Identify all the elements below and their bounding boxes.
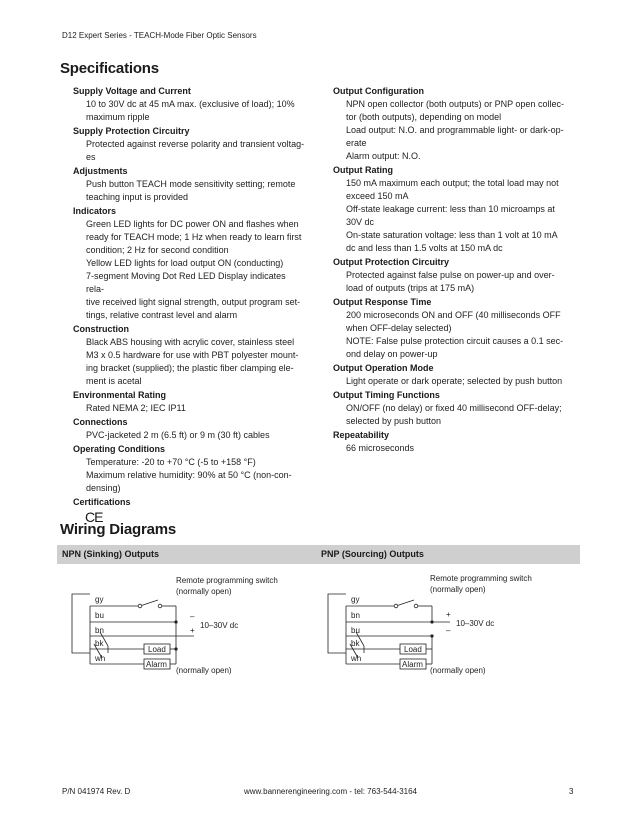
spec-heading: Output Protection Circuitry <box>333 257 450 267</box>
footer-part-number: P/N 041974 Rev. D <box>62 787 131 796</box>
wire-label-bu: bu <box>95 611 104 620</box>
spec-text-line: 150 mA maximum each output; the total load may not <box>346 178 559 188</box>
wire-label-wh: wh <box>351 654 362 663</box>
normally-open-note: (normally open) <box>430 666 486 675</box>
specifications-right-column <box>333 84 565 455</box>
spec-text-line: selected by push button <box>346 416 442 426</box>
spec-heading: Output Configuration <box>333 86 424 96</box>
spec-heading: Output Rating <box>333 165 393 175</box>
spec-text-line: ready for TEACH mode; 1 Hz when ready to learn first <box>86 232 302 242</box>
specifications-title: Specifications <box>60 60 159 77</box>
spec-text-line: when OFF-delay selected) <box>346 323 452 333</box>
footer-page-number: 3 <box>569 787 574 796</box>
spec-text-line: Maximum relative humidity: 90% at 50 °C (non-con- <box>86 470 292 480</box>
spec-text-line: ing bracket (supplied); the plastic fiber clamping ele- <box>86 363 294 373</box>
spec-text-line: Temperature: -20 to +70 °C (-5 to +158 °F) <box>86 457 256 467</box>
spec-text-line: 66 microseconds <box>346 443 415 453</box>
spec-text-line: condition; 2 Hz for second condition <box>86 245 229 255</box>
pnp-outputs-label: PNP (Sourcing) Outputs <box>321 549 424 559</box>
wire-label-gy: gy <box>351 595 360 604</box>
running-header: D12 Expert Series - TEACH-Mode Fiber Optic Sensors <box>62 31 257 40</box>
spec-text-line: 30V dc <box>346 217 375 227</box>
wiring-diagrams-title: Wiring Diagrams <box>60 521 177 538</box>
switch-label-line1: Remote programming switch <box>176 576 278 585</box>
ce-certification-mark: CE <box>85 509 103 525</box>
spec-text-line: 200 microseconds ON and OFF (40 milliseconds OFF <box>346 310 561 320</box>
spec-text-line: ment is acetal <box>86 376 142 386</box>
specifications-left-column <box>73 84 305 526</box>
wire-label-bu: bu <box>351 626 360 635</box>
spec-text-line: Rated NEMA 2; IEC IP11 <box>86 403 186 413</box>
spec-heading: Construction <box>73 324 129 334</box>
wire-label-wh: wh <box>95 654 106 663</box>
spec-heading: Adjustments <box>73 166 128 176</box>
switch-label-line1: Remote programming switch <box>430 574 532 583</box>
load-label: Load <box>148 645 166 654</box>
switch-label-line2: (normally open) <box>430 585 486 594</box>
spec-text-line: Push button TEACH mode sensitivity setting; remote <box>86 179 296 189</box>
spec-text-line: Light operate or dark operate; selected by push button <box>346 376 563 386</box>
spec-text-line: es <box>86 152 96 162</box>
plus-sign: + <box>190 626 195 635</box>
spec-text-line: Off-state leakage current: less than 10 microamps at <box>346 204 555 214</box>
spec-text-line: 7-segment Moving Dot Red LED Display indicates rela- <box>86 271 286 294</box>
spec-heading: Environmental Rating <box>73 390 167 400</box>
minus-sign: – <box>446 626 451 635</box>
plus-sign: + <box>446 610 451 619</box>
wire-label-bn: bn <box>351 611 360 620</box>
wiring-header-bar <box>57 545 580 564</box>
spec-text-line: tings, relative contrast level and alarm <box>86 310 238 320</box>
spec-text-line: maximum ripple <box>86 112 150 122</box>
spec-text-line: ond delay on power-up <box>346 349 438 359</box>
spec-text-line: Yellow LED lights for load output ON (conducting) <box>86 258 284 268</box>
spec-text-line: exceed 150 mA <box>346 191 409 201</box>
spec-text-line: NPN open collector (both outputs) or PNP open collec- <box>346 99 564 109</box>
minus-sign: – <box>190 612 195 621</box>
spec-text-line: teaching input is provided <box>86 192 189 202</box>
spec-text-line: NOTE: False pulse protection circuit causes a 0.1 sec- <box>346 336 564 346</box>
spec-text-line: tive received light signal strength, output program set- <box>86 297 301 307</box>
spec-heading: Connections <box>73 417 128 427</box>
spec-text-line: Protected against false pulse on power-up and over- <box>346 270 555 280</box>
spec-text-line: load of outputs (trips at 175 mA) <box>346 283 475 293</box>
spec-text-line: tor (both outputs), depending on model <box>346 112 502 122</box>
npn-wiring-diagram <box>62 570 302 680</box>
spec-text-line: erate <box>346 138 367 148</box>
spec-heading: Supply Protection Circuitry <box>73 126 190 136</box>
wire-label-bk: bk <box>351 639 360 648</box>
spec-text-line: Black ABS housing with acrylic cover, stainless steel <box>86 337 295 347</box>
pnp-wiring-diagram <box>318 570 558 680</box>
alarm-label: Alarm <box>146 660 167 669</box>
spec-text-line: Load output: N.O. and programmable light- or dark-op- <box>346 125 564 135</box>
spec-heading: Operating Conditions <box>73 444 165 454</box>
spec-heading: Output Timing Functions <box>333 390 440 400</box>
spec-text-line: dc and less than 1.5 volts at 150 mA dc <box>346 243 503 253</box>
spec-text-line: On-state saturation voltage: less than 1 volt at 10 mA <box>346 230 558 240</box>
spec-text-line: Alarm output: N.O. <box>346 151 421 161</box>
footer-website[interactable]: www.bannerengineering.com - tel: 763-544-3164 <box>244 787 417 796</box>
npn-outputs-label: NPN (Sinking) Outputs <box>62 549 159 559</box>
supply-voltage-label: 10–30V dc <box>456 619 495 628</box>
spec-heading: Supply Voltage and Current <box>73 86 191 96</box>
spec-text-line: PVC-jacketed 2 m (6.5 ft) or 9 m (30 ft) cables <box>86 430 270 440</box>
spec-text-line: densing) <box>86 483 121 493</box>
spec-heading: Repeatability <box>333 430 390 440</box>
spec-heading: Output Operation Mode <box>333 363 434 373</box>
spec-heading: Indicators <box>73 206 117 216</box>
wire-label-bk: bk <box>95 639 104 648</box>
spec-text-line: M3 x 0.5 hardware for use with PBT polyester mount- <box>86 350 299 360</box>
supply-voltage-label: 10–30V dc <box>200 621 239 630</box>
wire-label-gy: gy <box>95 595 104 604</box>
wire-label-bn: bn <box>95 626 104 635</box>
spec-heading: Certifications <box>73 497 131 507</box>
load-label: Load <box>404 645 422 654</box>
spec-text-line: Green LED lights for DC power ON and flashes when <box>86 219 299 229</box>
spec-heading: Output Response Time <box>333 297 432 307</box>
normally-open-note: (normally open) <box>176 666 232 675</box>
alarm-label: Alarm <box>402 660 423 669</box>
spec-text-line: 10 to 30V dc at 45 mA max. (exclusive of load); 10% <box>86 99 295 109</box>
switch-label-line2: (normally open) <box>176 587 232 596</box>
spec-text-line: Protected against reverse polarity and transient voltag- <box>86 139 305 149</box>
spec-text-line: ON/OFF (no delay) or fixed 40 millisecond OFF-delay; <box>346 403 562 413</box>
